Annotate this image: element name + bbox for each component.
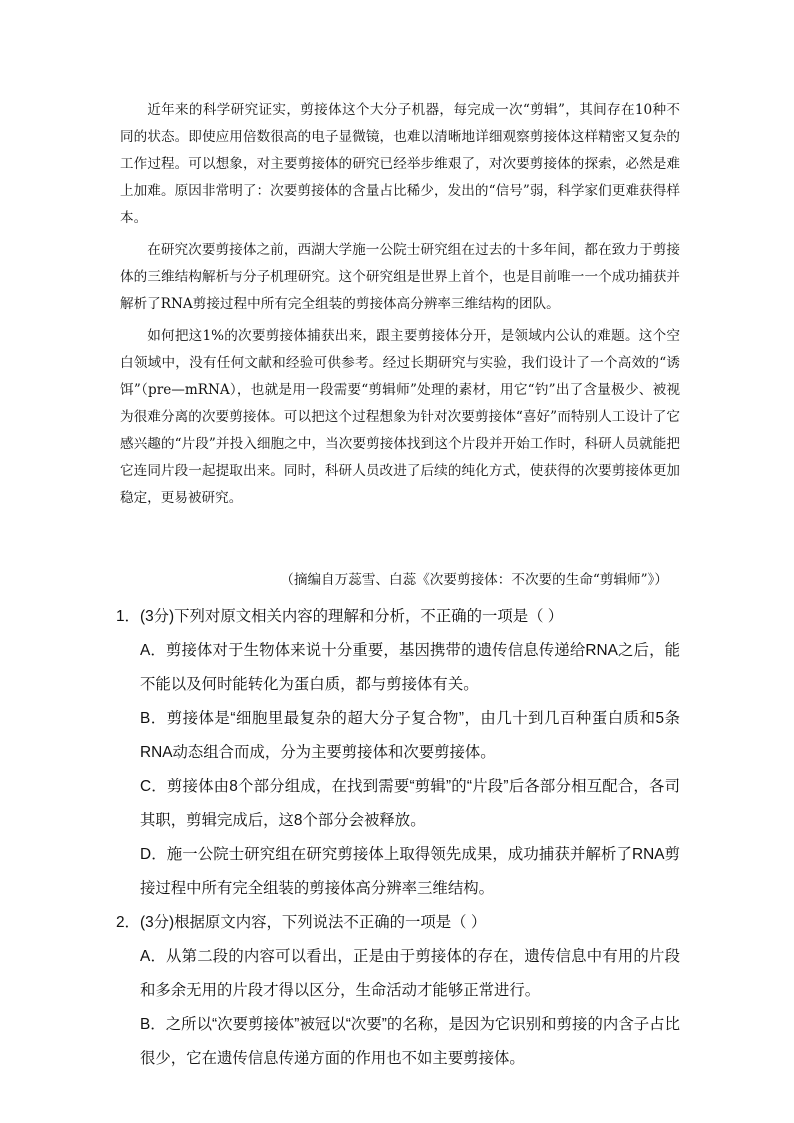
passage-source: （摘编自万蕊雪、白蕊《次要剪接体：不次要的生命“剪辑师”》） (280, 572, 668, 588)
reading-passage (120, 97, 680, 517)
question-text: (3分)下列对原文相关内容的理解和分析，不正确的一项是（ ） (139, 608, 564, 625)
passage-paragraph-3: 如何把这1%的次要剪接体捕获出来，跟主要剪接体分开，是领域内公认的难题。这个空白领域中，没有任何文献和经验可供参考。经过长期研究与实验，我们设计了一个高效的“诱饵”（pre—mRNA），也就是用一段需要“剪辑师”处理的素材，用它“钓”出了含量极少、被视为很难分离的次要剪接体。可以把这个过程想象为针对次要剪接体“喜好”而特别人工设计了它感兴趣的“片段”并投入细胞之中，当次要剪接体找到这个片段并开始工作时，科研人员就能把它连同片段一起提取出来。同时，科研人员改进了后续的纯化方式，使获得的次要剪接体更加稳定，更易被研究。 (120, 328, 680, 506)
option-b: B．剪接体是“细胞里最复杂的超大分子复合物”，由几十到几百种蛋白质和5条RNA动态组合而成，分为主要剪接体和次要剪接体。 (140, 710, 680, 761)
question-text: (3分)根据原文内容，下列说法不正确的一项是（ ） (139, 914, 487, 931)
question-1 (116, 600, 680, 906)
question-number: 2． (116, 914, 140, 931)
passage-paragraph-1: 近年来的科学研究证实，剪接体这个大分子机器，每完成一次“剪辑”，其间存在10种不同的状态。即使应用倍数很高的电子显微镜，也难以清晰地详细观察剪接体这样精密又复杂的工作过程。可以想象，对主要剪接体的研究已经举步维艰了，对次要剪接体的探索，必然是难上加难。原因非常明了：次要剪接体的含量占比稀少，发出的“信号”弱，科学家们更难获得样本。 (120, 102, 680, 226)
question-stem (116, 906, 680, 940)
option-b: B．之所以“次要剪接体”被冠以“次要”的名称，是因为它识别和剪接的内含子占比很少，它在遗传信息传递方面的作用也不如主要剪接体。 (140, 1016, 680, 1067)
option-c: C．剪接体由8个部分组成，在找到需要“剪辑”的“片段”后各部分相互配合，各司其职，剪辑完成后，这8个部分会被释放。 (140, 778, 680, 829)
passage-paragraph-2: 在研究次要剪接体之前，西湖大学施一公院士研究组在过去的十多年间，都在致力于剪接体的三维结构解析与分子机理研究。这个研究组是世界上首个，也是目前唯一一个成功捕获并解析了RNA剪接过程中所有完全组装的剪接体高分辨率三维结构的团队。 (120, 242, 680, 312)
option-a: A．剪接体对于生物体来说十分重要，基因携带的遗传信息传递给RNA之后，能不能以及何时能转化为蛋白质，都与剪接体有关。 (140, 642, 680, 693)
question-number: 1． (116, 608, 140, 625)
question-list (116, 600, 680, 1076)
option-d: D．施一公院士研究组在研究剪接体上取得领先成果，成功捕获并解析了RNA剪接过程中所有完全组装的剪接体高分辨率三维结构。 (140, 846, 680, 897)
option-a: A．从第二段的内容可以看出，正是由于剪接体的存在，遗传信息中有用的片段和多余无用的片段才得以区分，生命活动才能够正常进行。 (140, 948, 680, 999)
question-2 (116, 906, 680, 1076)
question-stem (116, 600, 680, 634)
